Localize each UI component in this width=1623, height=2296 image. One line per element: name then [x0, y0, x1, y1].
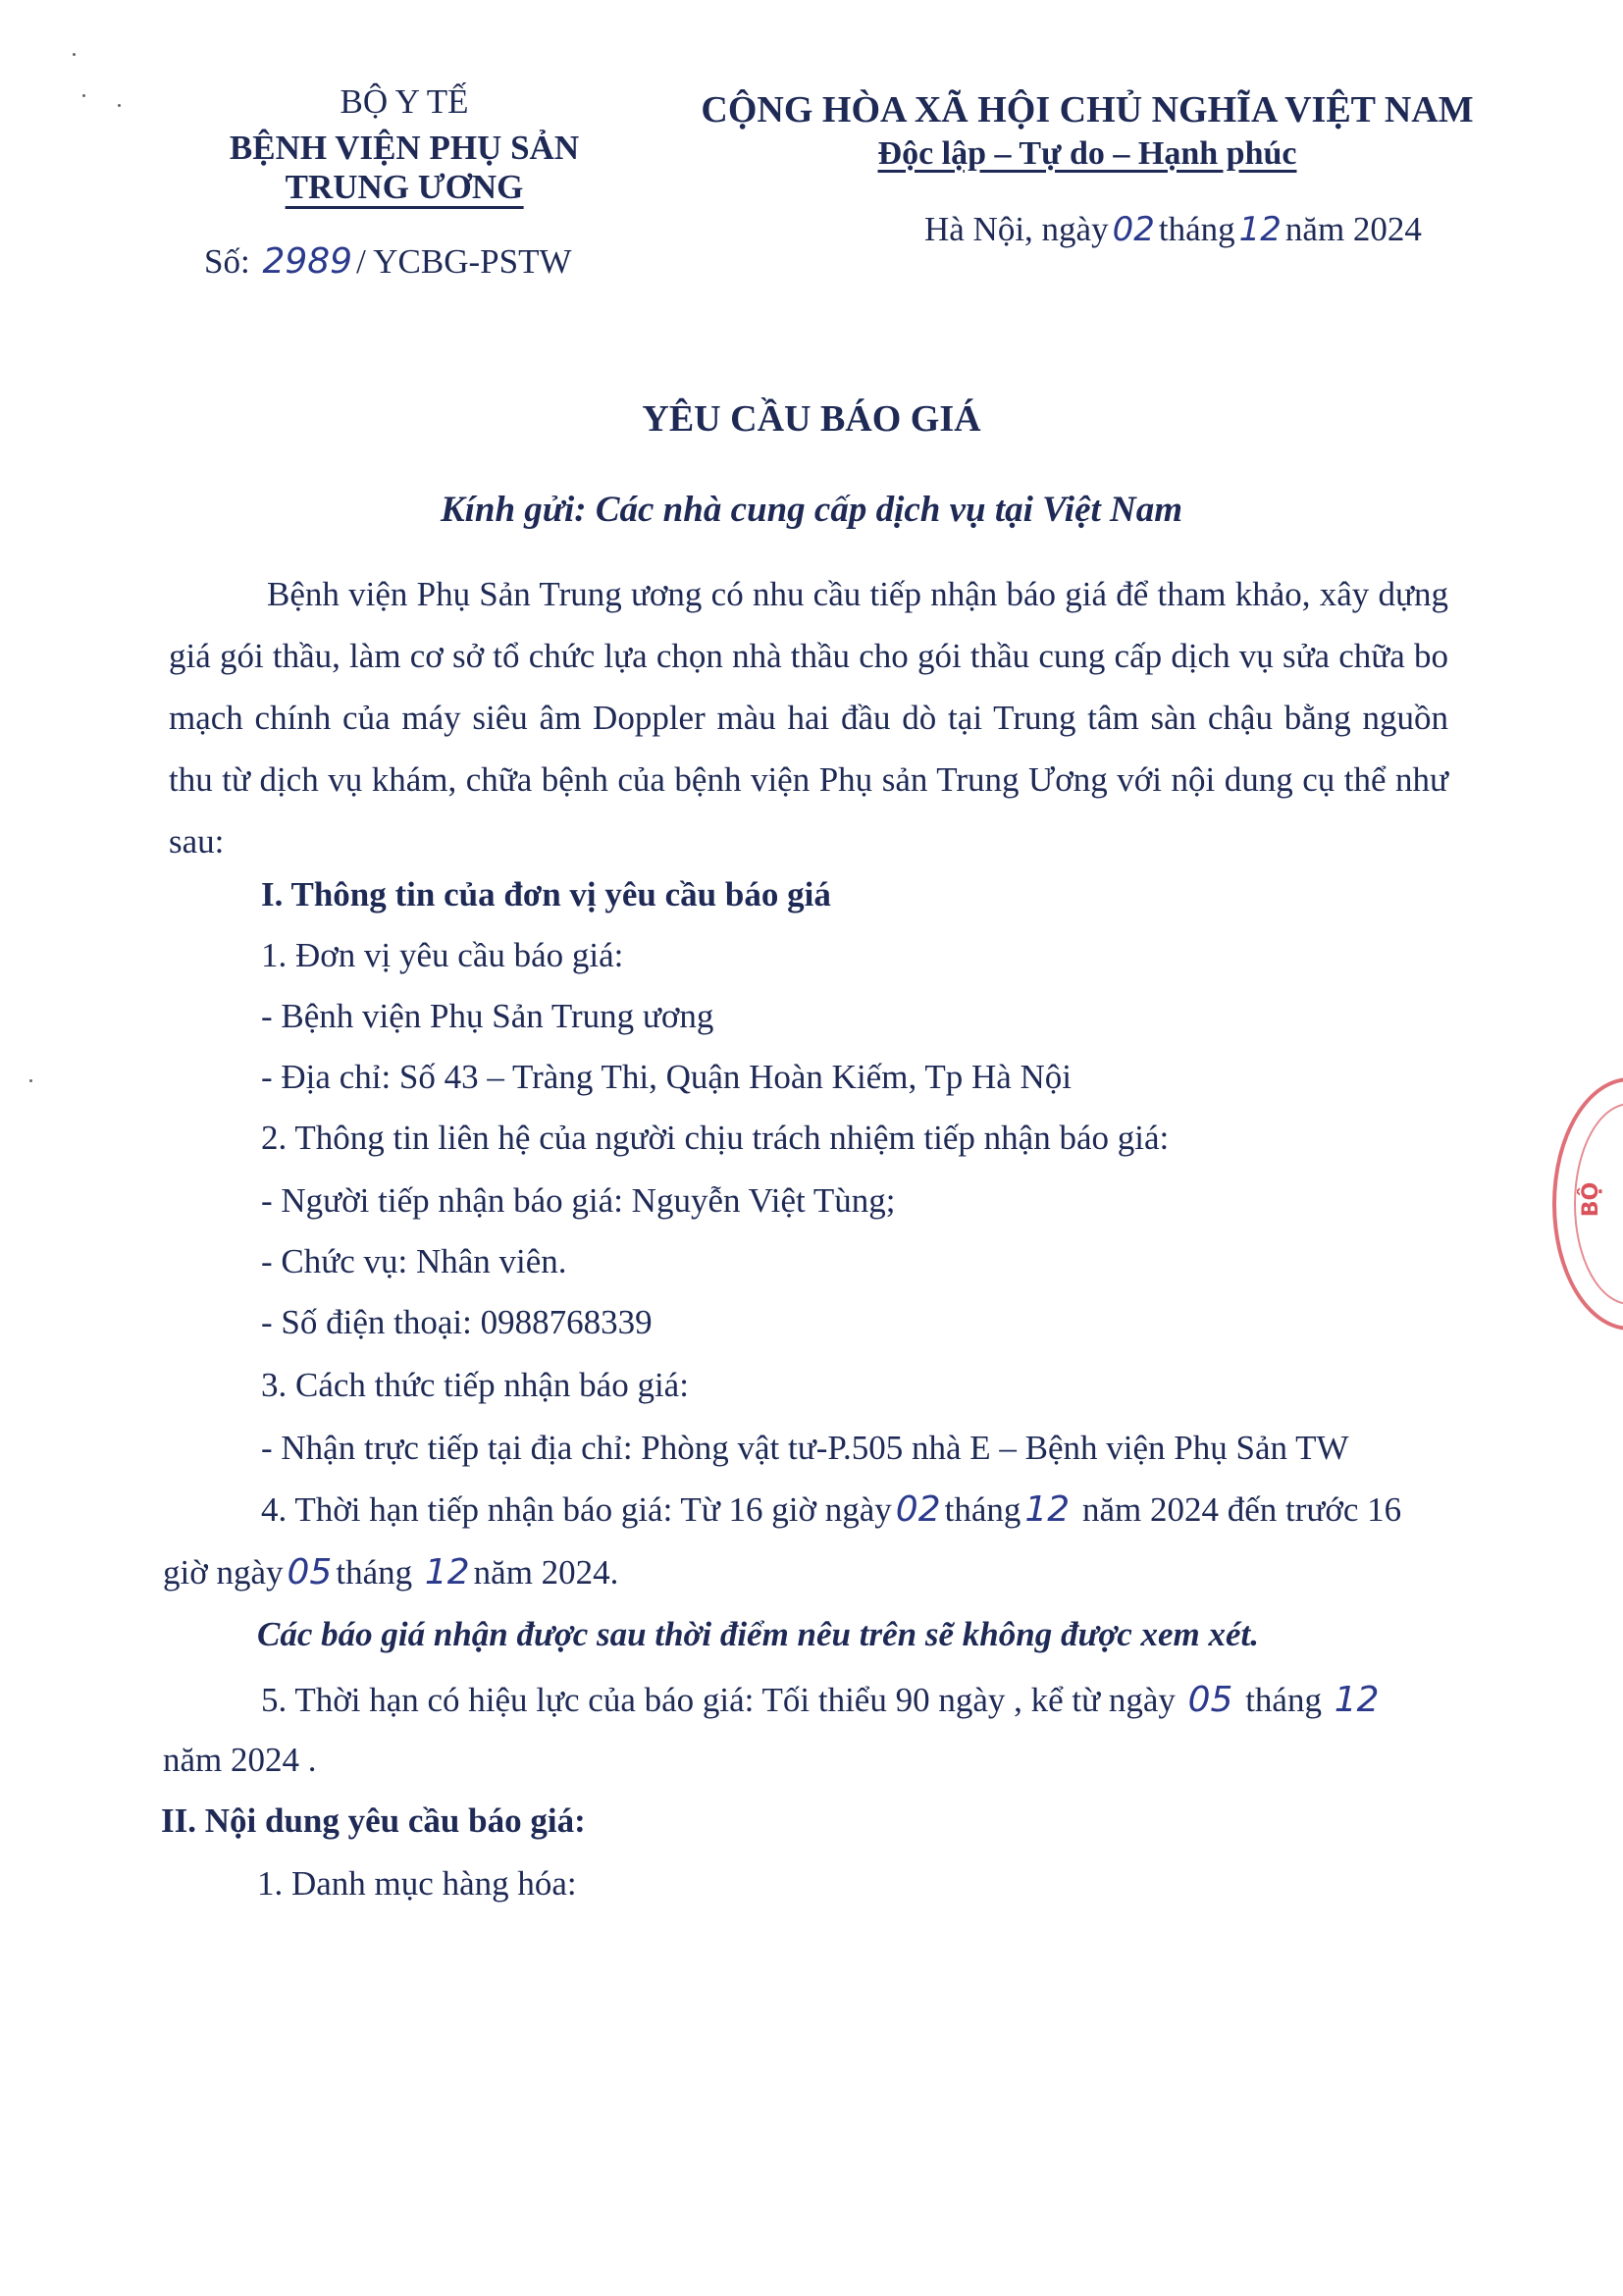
section1-item1: 1. Đơn vị yêu cầu báo giá:	[261, 936, 624, 974]
document-date	[924, 210, 1422, 249]
handwritten-day: 05	[287, 1552, 333, 1592]
nation-title: CỘNG HÒA XÃ HỘI CHỦ NGHĨA VIỆT NAM	[701, 89, 1474, 130]
receiver-phone: - Số điện thoại: 0988768339	[261, 1303, 653, 1341]
section2-heading: II. Nội dung yêu cầu báo giá:	[161, 1801, 586, 1840]
scan-speck	[82, 94, 85, 97]
receiver-position: - Chức vụ: Nhân viên.	[261, 1242, 567, 1280]
number-suffix: / YCBG-PSTW	[356, 242, 572, 281]
handwritten-number: 2989	[262, 241, 353, 282]
item5-text: 5. Thời hạn có hiệu lực của báo giá: Tối thiểu 90 ngày , kể từ ngày	[261, 1681, 1176, 1719]
receiver-name: - Người tiếp nhận báo giá: Nguyễn Việt Tùng;	[261, 1181, 896, 1220]
scan-speck	[29, 1079, 32, 1082]
section1-heading: I. Thông tin của đơn vị yêu cầu báo giá	[261, 875, 831, 913]
section2-item1: 1. Danh mục hàng hóa:	[257, 1864, 577, 1903]
handwritten-month: 12	[1334, 1680, 1380, 1720]
item4-text: năm 2024 đến trước 16	[1081, 1490, 1402, 1529]
section1-item4-line1	[261, 1489, 1401, 1530]
intro-paragraph: Bệnh viện Phụ Sản Trung ương có nhu cầu tiếp nhận báo giá để tham khảo, xây dựng giá gói thầu, làm cơ sở tổ chức lựa chọn nhà thầu cho gói thầu cung cấp dịch vụ sửa chữa bo mạch chính của máy siêu âm Doppler màu hai đầu dò tại Trung tâm sàn chậu bằng nguồn thu từ dịch vụ khám, chữa bệnh của bệnh viện Phụ sản Trung Ương với nội dung cụ thể như sau:	[169, 575, 1448, 861]
handwritten-month: 12	[1238, 210, 1282, 249]
date-month-label: tháng	[1158, 210, 1235, 248]
item4-text: tháng	[944, 1490, 1021, 1529]
handwritten-month: 12	[1024, 1489, 1071, 1530]
unit-address: - Địa chỉ: Số 43 – Tràng Thi, Quận Hoàn Kiếm, Tp Hà Nội	[261, 1058, 1073, 1096]
handwritten-day: 05	[1187, 1680, 1233, 1720]
recipient-line: Kính gửi: Các nhà cung cấp dịch vụ tại Việt Nam	[440, 490, 1183, 530]
document-number	[204, 241, 572, 282]
number-prefix: Số:	[204, 242, 250, 281]
ministry-name: BỘ Y TẾ	[340, 82, 469, 121]
item4-text: giờ ngày	[163, 1553, 284, 1592]
handwritten-day: 02	[895, 1489, 941, 1530]
hospital-name-line2: TRUNG ƯƠNG	[286, 169, 524, 209]
date-year: năm 2024	[1284, 210, 1422, 248]
unit-name: - Bệnh viện Phụ Sản Trung ương	[261, 997, 714, 1035]
scan-speck	[118, 104, 121, 107]
scan-speck	[73, 53, 76, 56]
section1-item5-line2: năm 2024 .	[163, 1741, 317, 1779]
handwritten-month: 12	[424, 1552, 470, 1592]
item4-text: năm 2024.	[473, 1553, 619, 1592]
section1-item3: 3. Cách thức tiếp nhận báo giá:	[261, 1366, 689, 1404]
hospital-name-line1: BỆNH VIỆN PHỤ SẢN	[229, 129, 580, 167]
official-stamp	[1552, 1077, 1623, 1331]
item4-text: 4. Thời hạn tiếp nhận báo giá: Từ 16 giờ ngày	[261, 1490, 892, 1529]
document-title: YÊU CẦU BÁO GIÁ	[642, 398, 981, 440]
section1-item2: 2. Thông tin liên hệ của người chịu trách nhiệm tiếp nhận báo giá:	[261, 1119, 1170, 1157]
national-motto: Độc lập – Tự do – Hạnh phúc	[877, 135, 1297, 172]
stamp-text: BỘ	[1579, 1181, 1604, 1218]
receiving-method: - Nhận trực tiếp tại địa chỉ: Phòng vật tư-P.505 nhà E – Bệnh viện Phụ Sản TW	[261, 1429, 1349, 1467]
section1-item4-line2	[163, 1552, 618, 1592]
date-prefix: Hà Nội, ngày	[924, 210, 1109, 248]
item5-text: tháng	[1245, 1681, 1322, 1719]
handwritten-day: 02	[1112, 210, 1155, 249]
item4-text: tháng	[336, 1553, 413, 1592]
section1-item5-line1	[261, 1680, 1384, 1720]
late-submission-note: Các báo giá nhận được sau thời điểm nêu trên sẽ không được xem xét.	[257, 1615, 1259, 1653]
